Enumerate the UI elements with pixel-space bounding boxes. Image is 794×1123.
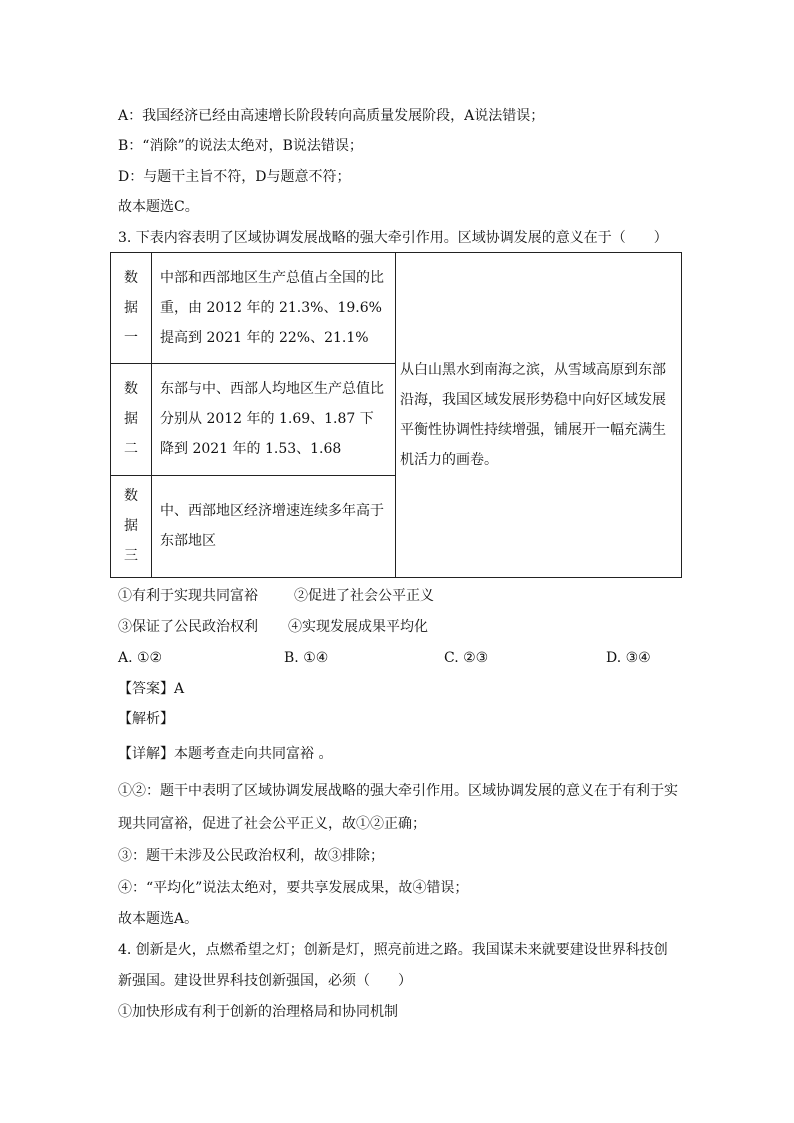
choice-a: A. ①② (118, 650, 163, 666)
prev-analysis-a: A：我国经济已经由高速增长阶段转向高质量发展阶段，A说法错误； (118, 108, 545, 124)
choice-c: C. ②③ (444, 650, 489, 666)
q4-item-1: ①加快形成有利于创新的治理格局和协同机制 (118, 1004, 398, 1020)
analysis-label: 【解析】 (118, 711, 174, 727)
prev-analysis-d: D：与题干主旨不符，D与题意不符； (118, 169, 351, 185)
row-label: 数 据 三 (111, 475, 152, 577)
explanation-1-line-2: 现共同富裕，促进了社会公平正义，故①②正确； (118, 816, 426, 832)
q3-item-3: ③保证了公民政治权利 (118, 619, 258, 635)
q4-stem-line-1: 4. 创新是火，点燃希望之灯；创新是灯，照亮前进之路。我国谋未来就要建设世界科技创 (118, 942, 668, 958)
table-cell: 中部和西部地区生产总值占全国的比重，由 2012 年的 21.3%、19.6%提高到 2021 年的 22%、21.1% (152, 253, 396, 364)
q3-data-table (110, 252, 682, 578)
q3-conclusion: 故本题选A。 (118, 911, 199, 927)
explanation-2: ③：题干未涉及公民政治权利，故③排除； (118, 848, 384, 864)
explanation-1-line-1: ①②：题干中表明了区域协调发展战略的强大牵引作用。区域协调发展的意义在于有利于实 (118, 783, 678, 799)
row-label: 数 据 一 (111, 253, 152, 364)
row-label: 数 据 二 (111, 364, 152, 475)
detail-line: 【详解】本题考查走向共同富裕 。 (118, 746, 333, 762)
q3-item-2: ②促进了社会公平正义 (294, 588, 434, 604)
choice-b: B. ①④ (284, 650, 329, 666)
table-cell: 中、西部地区经济增速连续多年高于东部地区 (152, 475, 396, 577)
quote-cell: 从白山黑水到南海之滨，从雪域高原到东部沿海，我国区域发展形势稳中向好区域发展平衡性协调性持续增强，铺展开一幅充满生机活力的画卷。 (396, 253, 682, 578)
q3-item-1: ①有利于实现共同富裕 (118, 588, 258, 604)
explanation-3: ④：“平均化”说法太绝对，要共享发展成果，故④错误； (118, 880, 469, 896)
q3-item-4: ④实现发展成果平均化 (288, 619, 428, 635)
prev-analysis-b: B：“消除”的说法太绝对，B说法错误； (118, 138, 363, 154)
q4-stem-line-2: 新强国。建设世界科技创新强国，必须（ ） (118, 973, 412, 989)
q3-stem: 3. 下表内容表明了区域协调发展战略的强大牵引作用。区域协调发展的意义在于（ ） (118, 230, 668, 246)
table-row (111, 253, 682, 364)
choice-d: D. ③④ (606, 650, 651, 666)
prev-conclusion: 故本题选C。 (118, 199, 199, 215)
table-cell: 东部与中、西部人均地区生产总值比分别从 2012 年的 1.69、1.87 下降到 2021 年的 1.53、1.68 (152, 364, 396, 475)
answer-label: 【答案】A (118, 681, 185, 697)
